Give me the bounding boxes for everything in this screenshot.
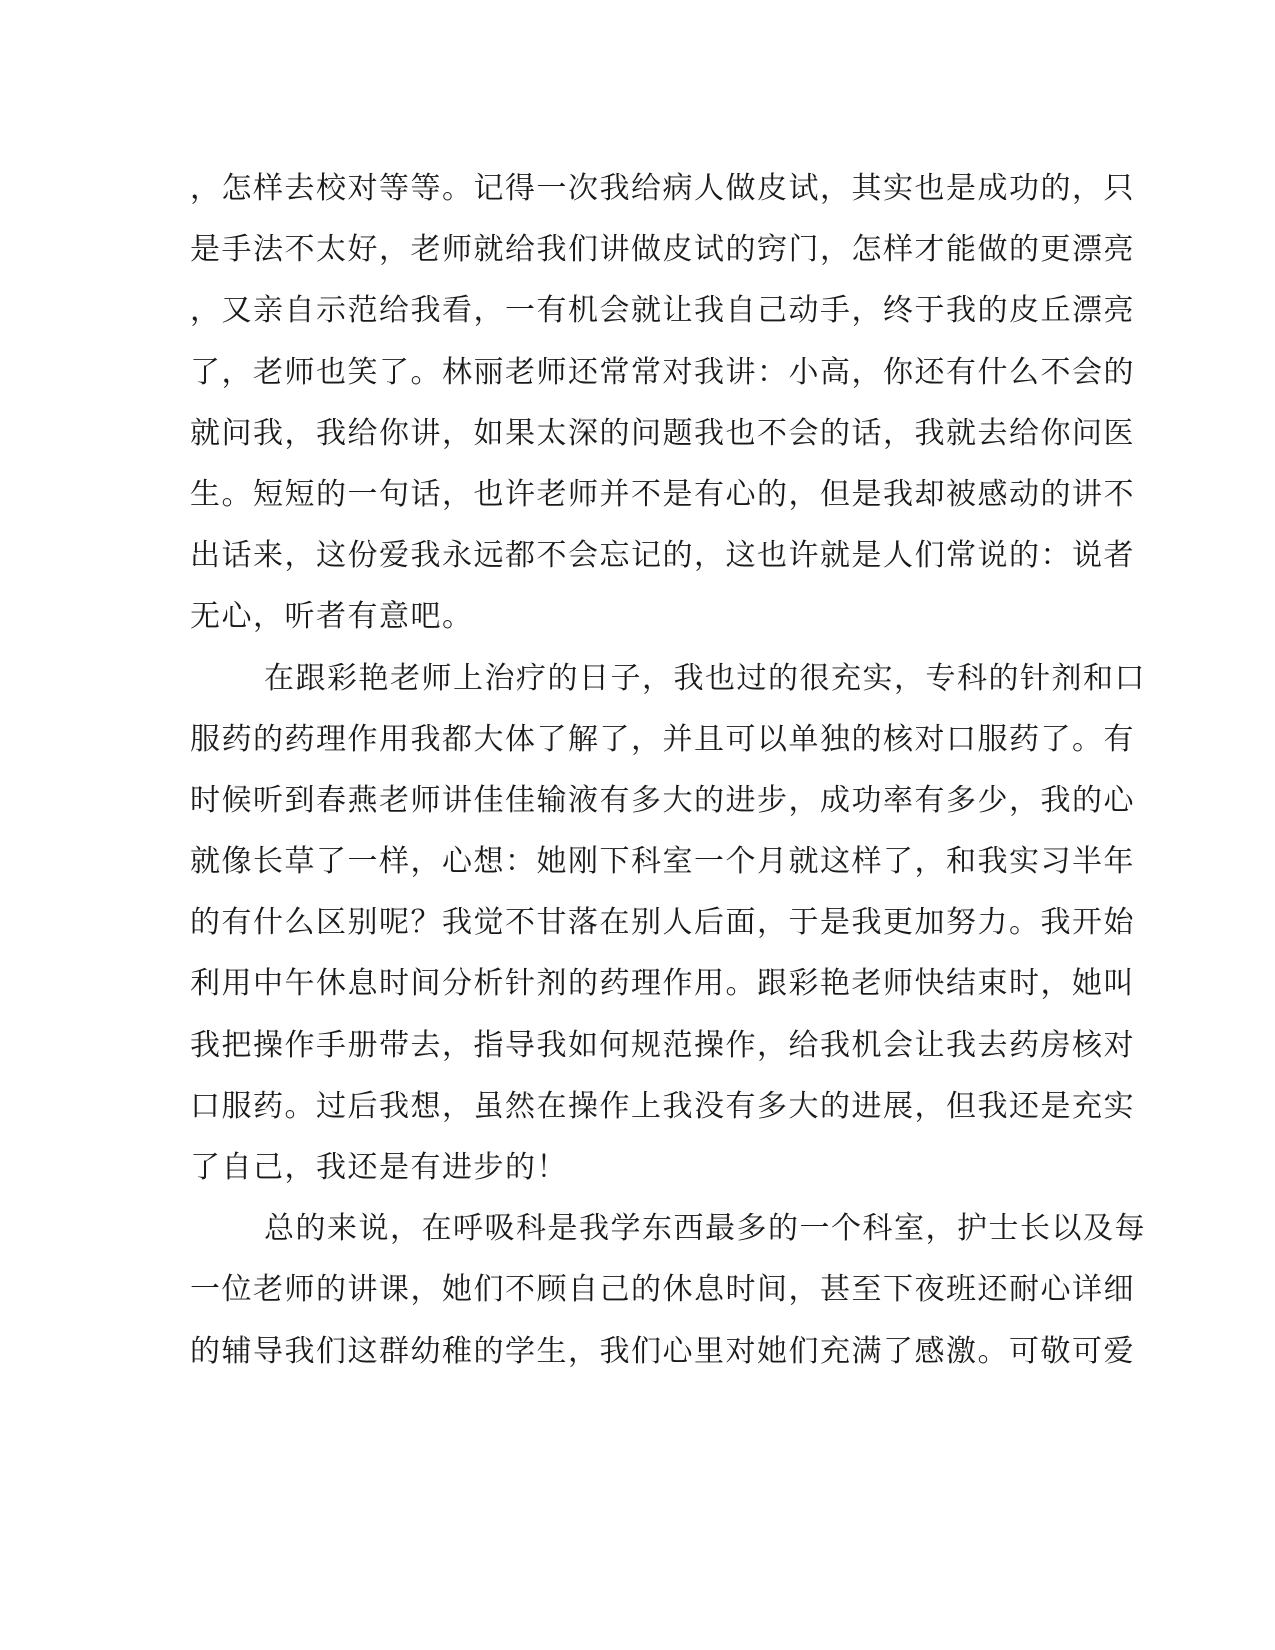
text-line: 的辅导我们这群幼稚的学生，我们心里对她们充满了感激。可敬可爱 xyxy=(190,1333,1135,1369)
text-line: 时候听到春燕老师讲佳佳输液有多大的进步，成功率有多少，我的心 xyxy=(190,782,1135,818)
text-line: 是手法不太好，老师就给我们讲做皮试的窍门，怎样才能做的更漂亮 xyxy=(190,232,1135,268)
text-line: 无心，听者有意吧。 xyxy=(190,599,474,635)
text-line: 了自己，我还是有进步的！ xyxy=(190,1150,568,1185)
text-line: 生。短短的一句话，也许老师并不是有心的，但是我却被感动的讲不 xyxy=(190,476,1135,512)
text-line: 口服药。过后我想，虽然在操作上我没有多大的进展，但我还是充实 xyxy=(190,1088,1135,1124)
text-line: 就像长草了一样，心想：她刚下科室一个月就这样了，和我实习半年 xyxy=(190,844,1135,880)
text-line: 一位老师的讲课，她们不顾自己的休息时间，甚至下夜班还耐心详细 xyxy=(190,1272,1135,1308)
body-text xyxy=(190,158,1146,1382)
text-line: 的有什么区别呢？我觉不甘落在别人后面，于是我更加努力。我开始 xyxy=(190,905,1135,941)
text-line: ，又亲自示范给我看，一有机会就让我自己动手，终于我的皮丘漂亮 xyxy=(190,293,1135,329)
paragraph-first-line: 总的来说，在呼吸科是我学东西最多的一个科室，护士长以及每 xyxy=(264,1211,1146,1247)
text-line: 我把操作手册带去，指导我如何规范操作，给我机会让我去药房核对 xyxy=(190,1027,1135,1063)
text-line: 利用中午休息时间分析针剂的药理作用。跟彩艳老师快结束时，她叫 xyxy=(190,966,1135,1002)
paragraph-first-line: 在跟彩艳老师上治疗的日子，我也过的很充实，专科的针剂和口 xyxy=(264,660,1146,696)
text-line: ，怎样去校对等等。记得一次我给病人做皮试，其实也是成功的，只 xyxy=(190,171,1135,206)
text-line: 就问我，我给你讲，如果太深的问题我也不会的话，我就去给你问医 xyxy=(190,415,1135,451)
text-line: 服药的药理作用我都大体了解了，并且可以单独的核对口服药了。有 xyxy=(190,721,1135,757)
text-line: 了，老师也笑了。林丽老师还常常对我讲：小高，你还有什么不会的 xyxy=(190,354,1135,390)
text-line: 出话来，这份爱我永远都不会忘记的，这也许就是人们常说的：说者 xyxy=(190,538,1135,574)
